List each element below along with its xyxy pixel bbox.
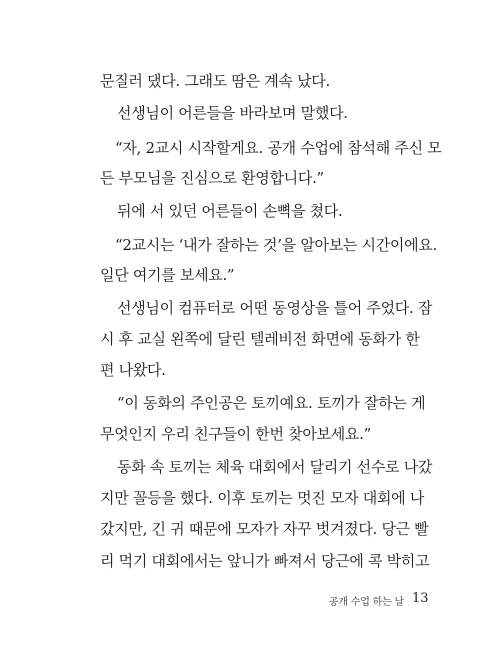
body-line: 동화 속 토끼는 체육 대회에서 달리기 선수로 나갔 — [117, 458, 433, 476]
page-number: 13 — [412, 591, 429, 606]
page-footer — [0, 592, 500, 610]
body-line: “이 동화의 주인공은 토끼예요. 토끼가 잘하는 게 — [117, 394, 426, 412]
body-line: 시 후 교실 왼쪽에 달린 텔레비전 화면에 동화가 한 — [100, 330, 420, 348]
body-line: 문질러 댔다. 그래도 땀은 계속 났다. — [100, 72, 330, 90]
body-line: 뒤에 서 있던 어른들이 손뼉을 쳤다. — [117, 202, 343, 220]
body-line: 일단 여기를 보세요.” — [100, 266, 235, 284]
body-line: 무엇인지 우리 친구들이 한번 찾아보세요.” — [100, 425, 371, 443]
body-line: 든 부모님을 진심으로 환영합니다.” — [100, 169, 324, 187]
body-line: 선생님이 컴퓨터로 어떤 동영상을 틀어 주었다. 잠 — [117, 299, 433, 317]
body-line: 선생님이 어른들을 바라보며 말했다. — [117, 104, 348, 122]
body-line: 편 나왔다. — [100, 361, 166, 379]
body-line: 갔지만, 긴 귀 때문에 모자가 자꾸 벗겨졌다. 당근 빨 — [100, 520, 429, 538]
body-line: “자, 2교시 시작할게요. 공개 수업에 참석해 주신 모 — [115, 139, 442, 157]
running-title: 공개 수업 하는 날 — [328, 597, 404, 608]
body-line: “2교시는 ‘내가 잘하는 것’을 알아보는 시간이에요. — [115, 236, 437, 254]
body-line: 지만 꼴등을 했다. 이후 토끼는 멋진 모자 대회에 나 — [100, 489, 425, 507]
body-line: 리 먹기 대회에서는 앞니가 빠져서 당근에 콕 박히고 — [100, 552, 430, 570]
